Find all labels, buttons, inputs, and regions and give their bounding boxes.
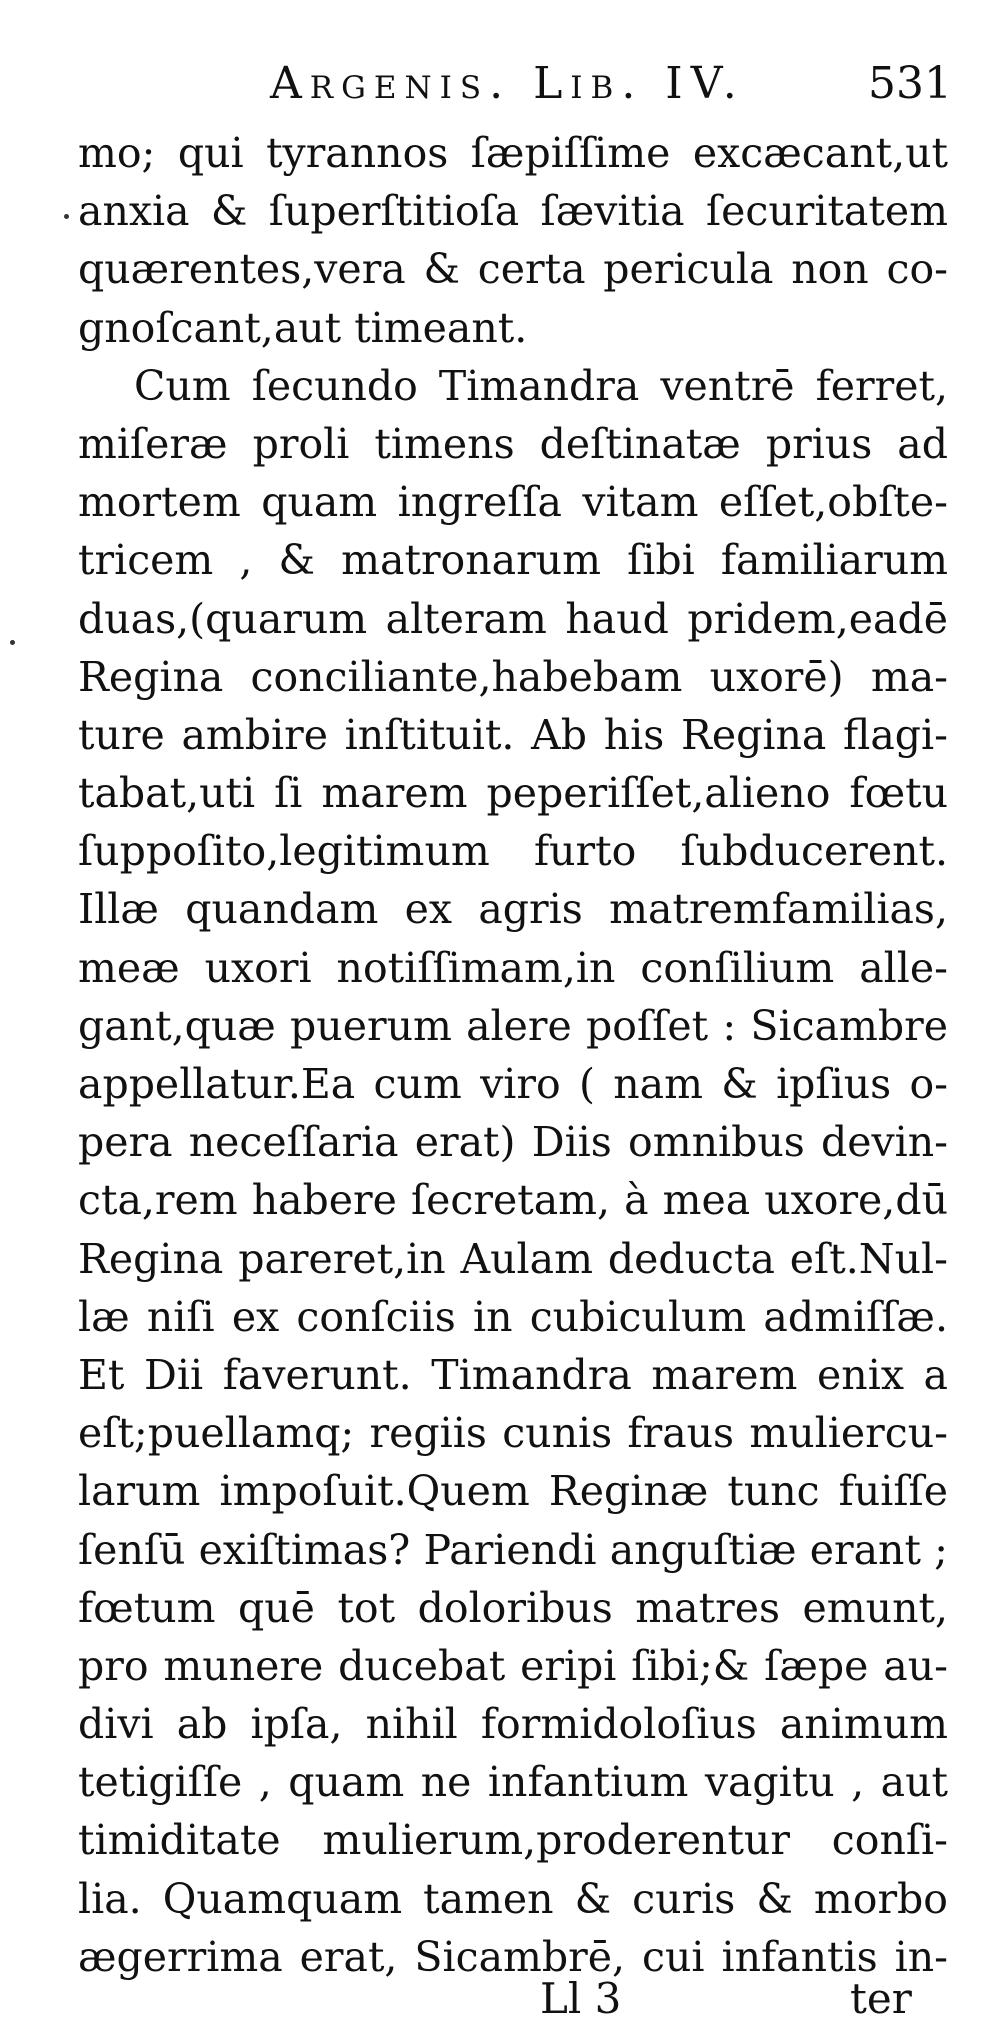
- text-line: lia. Quamquam tamen & curis & morbo: [78, 1874, 948, 1923]
- text-line: eſt;puellamq; regiis cunis fraus muliercu-: [78, 1409, 948, 1458]
- text-line: larum impoſuit.Quem Reginæ tunc fuiſſe: [78, 1467, 948, 1516]
- catchword: ter: [850, 1974, 912, 2023]
- text-line: cta,rem habere ſecretam, à mea uxore,dū: [78, 1176, 948, 1225]
- text-line: anxia & ſuperſtitioſa ſævitia ſecuritatem: [78, 187, 948, 236]
- page-number: 531: [868, 58, 952, 109]
- text-line: tabat,uti ſi marem peperiſſet,alieno fœtu: [78, 769, 948, 818]
- text-line: læ niſi ex conſciis in cubiculum admiſſæ.: [78, 1292, 948, 1341]
- page-footer: [0, 1974, 1000, 2030]
- text-line: tricem , & matronarum ſibi familiarum: [78, 536, 948, 585]
- text-line: Regina conciliante,habebam uxorē) ma-: [78, 652, 948, 701]
- text-line: duas,(quarum alteram haud pridem,eadē: [78, 594, 948, 643]
- text-line: ægerrima erat, Sicambrē, cui infantis in-: [78, 1932, 948, 1981]
- signature-mark: Ll 3: [540, 1974, 622, 2023]
- text-line: gnoſcant,aut timeant.: [78, 303, 528, 352]
- text-line: miſeræ proli timens deſtinatæ prius ad: [78, 419, 948, 468]
- text-line: pro munere ducebat eripi ſibi;& ſæpe au-: [78, 1641, 948, 1690]
- text-line: ture ambire inſtituit. Ab his Regina flagi-: [78, 710, 948, 759]
- text-line: Regina pareret,in Aulam deducta eſt.Nul-: [78, 1234, 948, 1283]
- text-line: divi ab ipſa, nihil formidoloſius animum: [78, 1700, 948, 1749]
- text-line: gant,quæ puerum alere poſſet : Sicambre: [78, 1001, 948, 1050]
- text-line: Et Dii faverunt. Timandra marem enix a: [78, 1350, 948, 1399]
- margin-mark: [10, 640, 15, 645]
- text-line: mortem quam ingreſſa vitam eſſet,obſte-: [78, 478, 948, 527]
- text-line: ſuppoſito,legitimum furto ſubducerent.: [78, 827, 948, 876]
- text-line: Cum ſecundo Timandra ventrē ferret,: [134, 361, 948, 410]
- text-line: appellatur.Ea cum viro ( nam & ipſius o-: [78, 1060, 948, 1108]
- body-text: [78, 124, 948, 1986]
- margin-mark: [64, 214, 69, 219]
- running-title: Argenis. Lib. IV.: [270, 58, 745, 109]
- text-line: timiditate mulierum,proderentur conſi-: [78, 1816, 948, 1865]
- text-line: tetigiſſe , quam ne infantium vagitu , aut: [78, 1758, 948, 1807]
- text-line: fœtum quē tot doloribus matres emunt,: [78, 1583, 948, 1632]
- running-head: [0, 58, 1000, 118]
- text-line: Illæ quandam ex agris matremfamilias,: [78, 885, 948, 934]
- text-line: pera neceſſaria erat) Diis omnibus devin-: [78, 1118, 948, 1167]
- text-line: quærentes,vera & certa pericula non co-: [78, 245, 948, 294]
- text-line: ſenſū exiſtimas? Pariendi anguſtiæ erant ;: [78, 1525, 948, 1574]
- text-line: meæ uxori notiſſimam,in conſilium alle-: [78, 943, 948, 992]
- text-line: mo; qui tyrannos ſæpiſſime excæcant,ut: [78, 129, 948, 177]
